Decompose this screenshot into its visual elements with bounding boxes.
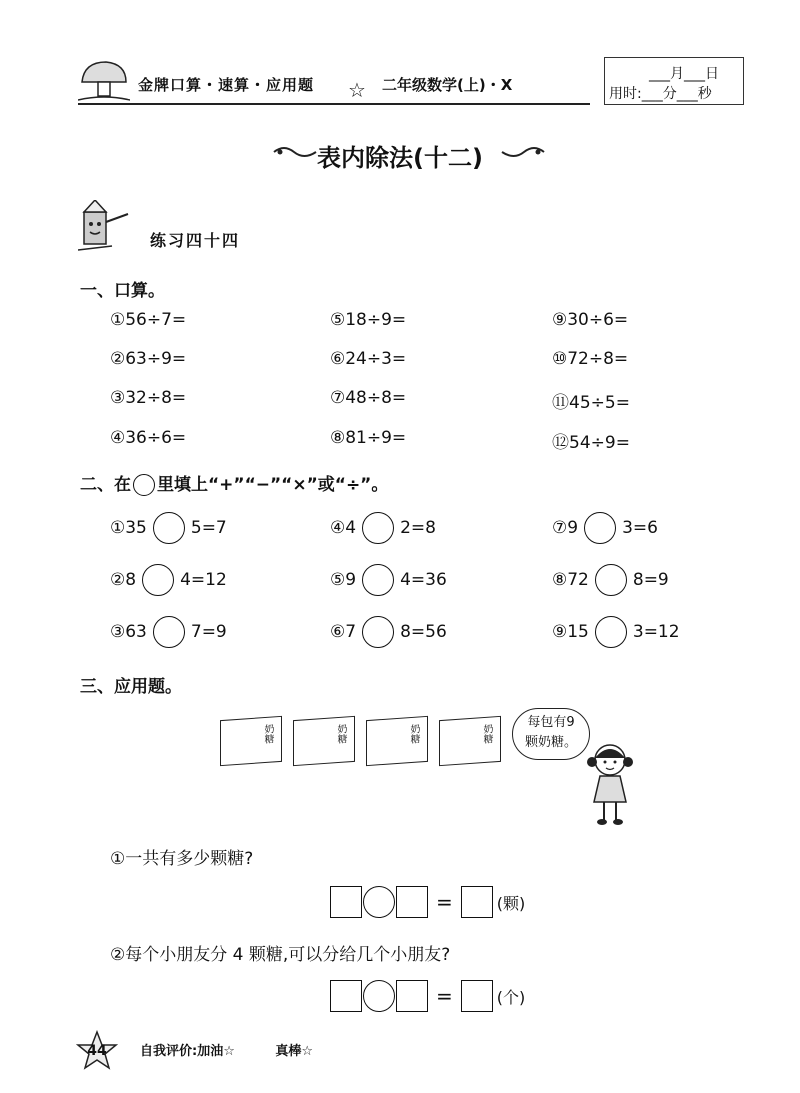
operand-right: 8=56 — [400, 622, 447, 642]
candy-bag-image — [293, 716, 355, 766]
oral-item: ⑦48÷8= — [330, 388, 407, 408]
operand-left: ④4 — [330, 518, 357, 538]
operand-right: 3=12 — [632, 622, 680, 642]
operand-left: ②8 — [110, 570, 137, 590]
operator-blank[interactable] — [362, 564, 394, 596]
operator-blank[interactable] — [584, 512, 616, 544]
oral-item: ⑫54÷9= — [552, 433, 630, 453]
oral-item: ⑥24÷3= — [330, 349, 407, 369]
bag-label: 奶糖 — [335, 723, 346, 745]
answer-box[interactable] — [461, 980, 493, 1012]
grade-title: 二年级数学(上)・X — [382, 76, 513, 94]
header-divider — [78, 103, 590, 105]
time-used-field: 用时:___分___秒 — [609, 86, 712, 102]
question-2: ②每个小朋友分 4 颗糖,可以分给几个小朋友? — [110, 945, 451, 965]
pencil-mascot-icon — [78, 200, 134, 252]
operand-right: 3=6 — [622, 518, 658, 538]
oral-item: ⑪45÷5= — [552, 393, 630, 413]
operand-left: ⑨15 — [552, 622, 589, 642]
answer-row-1 — [330, 886, 525, 918]
answer-box[interactable] — [330, 980, 362, 1012]
candy-bag-image — [220, 716, 282, 766]
candy-bag-image — [439, 716, 501, 766]
operator-item — [110, 616, 227, 648]
operand-right: 5=7 — [190, 518, 227, 538]
operator-item — [552, 564, 669, 596]
date-time-box — [604, 57, 744, 105]
self-evaluation — [140, 1040, 313, 1059]
operand-left: ③63 — [110, 622, 147, 642]
speech-bubble — [512, 708, 590, 760]
answer-box[interactable] — [396, 886, 428, 918]
equals-sign: = — [436, 890, 453, 914]
star-icon: ☆ — [348, 78, 366, 102]
page-title: 表内除法(十二) — [317, 144, 483, 172]
operator-item — [110, 512, 227, 544]
operator-blank[interactable] — [153, 616, 185, 648]
bag-label: 奶糖 — [408, 723, 419, 745]
page-number: 44 — [87, 1043, 107, 1059]
operator-blank[interactable] — [595, 564, 627, 596]
operand-right: 8=9 — [632, 570, 669, 590]
oral-item: ⑨30÷6= — [552, 310, 629, 330]
operand-right: 2=8 — [400, 518, 436, 538]
operand-left: ⑦9 — [552, 518, 579, 538]
operator-item — [552, 512, 658, 544]
operand-right: 4=36 — [400, 570, 447, 590]
operand-right: 4=12 — [180, 570, 227, 590]
bubble-line: 每包有9 — [527, 715, 575, 730]
candy-bag-image — [366, 716, 428, 766]
unit-label: (颗) — [496, 893, 526, 913]
section2-heading-post: 里填上“+”“−”“×”或“÷”。 — [157, 475, 389, 495]
question-1: ①一共有多少颗糖? — [110, 849, 254, 869]
operator-blank[interactable] — [363, 886, 395, 918]
right-ornament-icon — [500, 144, 546, 160]
operator-blank[interactable] — [362, 512, 394, 544]
operand-right: 7=9 — [190, 622, 227, 642]
section2-heading — [80, 470, 388, 496]
answer-row-2 — [330, 980, 525, 1012]
oral-item: ⑩72÷8= — [552, 349, 629, 369]
operator-blank[interactable] — [362, 616, 394, 648]
answer-box[interactable] — [396, 980, 428, 1012]
operator-blank[interactable] — [363, 980, 395, 1012]
operator-item — [552, 616, 680, 648]
operand-left: ①35 — [110, 518, 147, 538]
self-eval-label: 自我评价:加油☆ — [140, 1044, 235, 1059]
section1-heading: 一、口算。 — [80, 281, 165, 301]
section3-heading: 三、应用题。 — [80, 677, 182, 697]
bag-label: 奶糖 — [262, 723, 273, 745]
date-field: ___月___日 — [649, 66, 719, 82]
circle-symbol — [133, 474, 155, 496]
oral-item: ⑧81÷9= — [330, 428, 407, 448]
exercise-name: 练习四十四 — [150, 231, 241, 250]
unit-label: (个) — [496, 987, 526, 1007]
bag-label: 奶糖 — [481, 723, 492, 745]
operator-item — [110, 564, 227, 596]
operator-blank[interactable] — [153, 512, 185, 544]
oral-item: ①56÷7= — [110, 310, 187, 330]
oral-item: ②63÷9= — [110, 349, 187, 369]
equals-sign: = — [436, 984, 453, 1008]
great-label: 真棒☆ — [275, 1044, 314, 1059]
mushroom-icon — [78, 58, 130, 104]
operand-left: ⑥7 — [330, 622, 357, 642]
operator-blank[interactable] — [142, 564, 174, 596]
operator-item — [330, 616, 447, 648]
girl-illustration-icon — [582, 740, 638, 826]
series-title: 金牌口算・速算・应用题 — [138, 76, 315, 94]
oral-item: ③32÷8= — [110, 388, 187, 408]
section2-heading-pre: 二、在 — [80, 475, 131, 495]
operator-item — [330, 564, 447, 596]
oral-item: ④36÷6= — [110, 428, 187, 448]
answer-box[interactable] — [461, 886, 493, 918]
operand-left: ⑧72 — [552, 570, 589, 590]
operator-item — [330, 512, 436, 544]
operator-blank[interactable] — [595, 616, 627, 648]
answer-box[interactable] — [330, 886, 362, 918]
operand-left: ⑤9 — [330, 570, 357, 590]
oral-item: ⑤18÷9= — [330, 310, 407, 330]
bubble-line: 颗奶糖。 — [524, 735, 577, 750]
